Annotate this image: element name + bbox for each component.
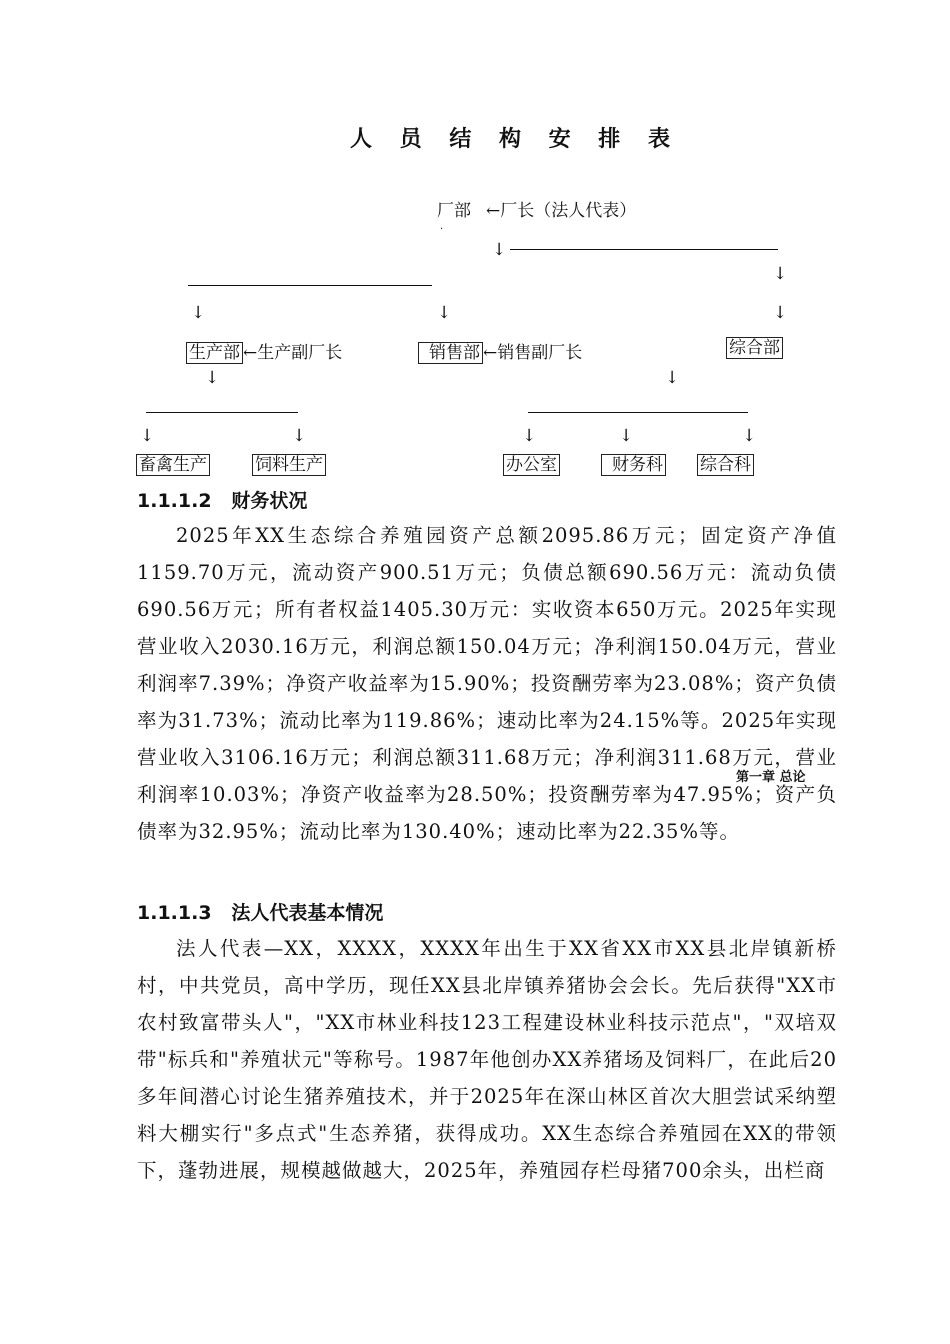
dept-general <box>726 338 783 358</box>
connector-line <box>146 412 298 413</box>
arrow-down: ↓ <box>140 426 155 446</box>
arrow-down: ↓ <box>437 303 452 323</box>
section-number: 1.1.1.2 <box>137 490 212 512</box>
unit-office: 办公室 <box>503 455 560 475</box>
arrow-down: ↓ <box>619 426 634 446</box>
section-title: 法人代表基本情况 <box>231 902 384 924</box>
legal-rep-paragraph <box>137 930 837 1189</box>
unit-livestock-production: 畜禽生产 <box>136 455 210 475</box>
arrow-down: ↓ <box>191 303 206 323</box>
unit-feed-production: 饲料生产 <box>252 455 326 475</box>
connector-line <box>528 412 748 413</box>
dept-sales-name: 销售部 <box>418 342 483 364</box>
node-factory-hq: 厂部 <box>437 201 471 221</box>
connector-line <box>188 285 432 286</box>
finance-paragraph <box>137 517 837 850</box>
role-production-deputy: ←生产副厂长 <box>243 343 343 363</box>
section-heading-finance <box>137 486 307 513</box>
chapter-header: 第一章 总论 <box>736 770 806 785</box>
section-title: 财务状况 <box>231 490 308 512</box>
dept-production <box>186 338 342 363</box>
section-number: 1.1.1.3 <box>137 902 212 924</box>
unit-finance: 财务科 <box>601 455 666 475</box>
chart-title: 人 员 结 构 安 排 表 <box>350 126 680 152</box>
arrow-down: ↓ <box>492 240 507 260</box>
dept-general-name: 综合部 <box>726 337 783 359</box>
arrow-down: ↓ <box>205 368 220 388</box>
unit-general-affairs: 综合科 <box>697 455 754 475</box>
arrow-down: ↓ <box>773 303 788 323</box>
arrow-down: ↓ <box>773 264 788 284</box>
finance-text: 2025年XX生态综合养殖园资产总额2095.86万元；固定资产净值1159.70万元，流动资产900.51万元；负债总额690.56万元：流动负债690.56万元；所有者权益1405.30万元：实收资本650万元。2025年实现营业收入2030.16万元，利润总额150.04万元；净利润150.04万元，营业利润率7.39%；净资产收益率为15.90%；投资酬劳率为23.08%；资产负债率为31.73%；流动比率为119.86%；速动比率为24.15%等。2025年实现营业收入3106.16万元；利润总额311.68万元；净利润311.68万元，营业利润率10.03%；净资产收益率为28.50%；投资酬劳率为47.95%；资产负债率为32.95%；流动比率为130.40%；速动比率为22.35%等。 <box>137 524 837 843</box>
dept-sales <box>418 338 582 363</box>
arrow-down: ↓ <box>742 426 757 446</box>
stray-dot: · <box>440 224 444 235</box>
arrow-down: ↓ <box>292 426 307 446</box>
legal-rep-text: 法人代表—XX，XXXX，XXXX年出生于XX省XX市XX县北岸镇新桥村，中共党员，高中学历，现任XX县北岸镇养猪协会会长。先后获得"XX市农村致富带头人"，"XX市林业科技123工程建设林业科技示范点"，"双培双带"标兵和"养殖状元"等称号。1987年他创办XX养猪场及饲料厂，在此后20多年间潜心讨论生猪养殖技术，并于2025年在深山林区首次大胆尝试采纳塑料大棚实行"多点式"生态养猪，获得成功。XX生态综合养殖园在XX的带领下，蓬勃进展，规模越做越大，2025年，养殖园存栏母猪700余头，出栏商 <box>137 937 837 1182</box>
role-sales-deputy: ←销售副厂长 <box>483 343 583 363</box>
arrow-down: ↓ <box>665 368 680 388</box>
arrow-down: ↓ <box>522 426 537 446</box>
section-heading-legal-rep <box>137 898 383 925</box>
role-factory-director: ←厂长（法人代表） <box>486 201 637 221</box>
dept-production-name: 生产部 <box>186 342 243 364</box>
connector-line <box>510 249 778 250</box>
